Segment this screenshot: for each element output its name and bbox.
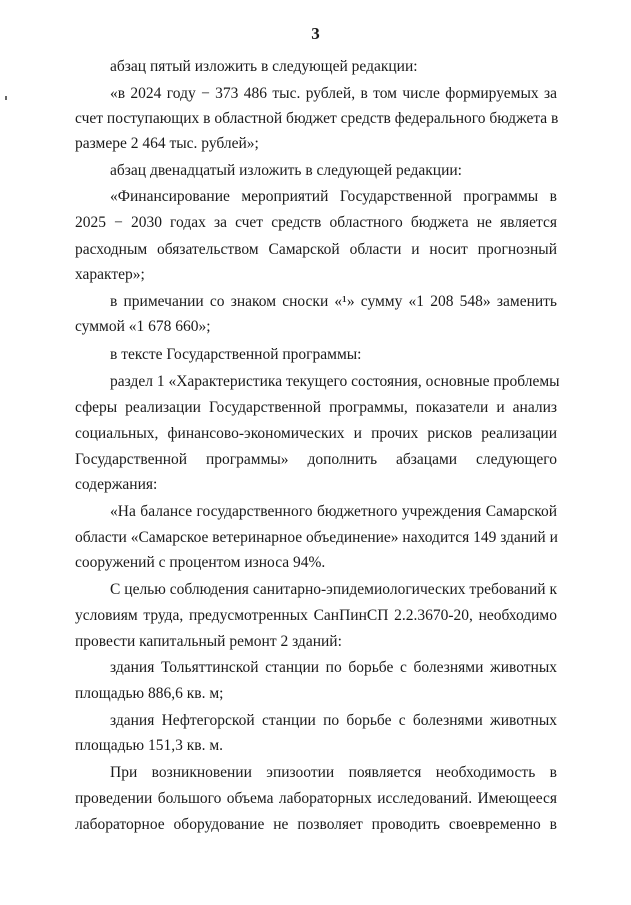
- text-line: счет поступающих в областной бюджет средств федерального бюджета в: [75, 110, 559, 127]
- text-line: площадью 886,6 кв. м;: [75, 685, 224, 702]
- text-line: здания Нефтегорской станции по борьбе с болезнями животных: [110, 712, 557, 729]
- text-line: 2025 − 2030 годах за счет средств областного бюджета не является: [75, 214, 557, 231]
- text-line: расходным обязательством Самарской области и носит прогнозный: [75, 241, 557, 258]
- text-line: условиям труда, предусмотренных СанПинСП 2.2.3670-20, необходимо: [75, 607, 557, 624]
- text-line: сооружений с процентом износа 94%.: [75, 554, 326, 571]
- text-line: содержания:: [75, 476, 158, 493]
- text-line: суммой «1 678 660»;: [75, 318, 211, 335]
- text-line: здания Тольяттинской станции по борьбе с болезнями животных: [110, 659, 557, 676]
- text-line: области «Самарское ветеринарное объединение» находится 149 зданий и: [75, 529, 558, 546]
- text-line: При возникновении эпизоотии появляется необходимость в: [110, 764, 557, 781]
- text-line: раздел 1 «Характеристика текущего состояния, основные проблемы: [110, 373, 560, 390]
- text-line: размере 2 464 тыс. рублей»;: [75, 135, 259, 152]
- text-line: в тексте Государственной программы:: [110, 346, 362, 363]
- text-line: Государственной программы» дополнить абзацами следующего: [75, 451, 557, 468]
- text-line: абзац пятый изложить в следующей редакции:: [110, 58, 418, 75]
- text-line: площадью 151,3 кв. м.: [75, 737, 224, 754]
- text-line: характер»;: [75, 266, 145, 283]
- text-line: проведении большого объема лабораторных исследований. Имеющееся: [75, 790, 557, 807]
- text-line: С целью соблюдения санитарно-эпидемиологических требований к: [110, 581, 557, 598]
- text-line: сферы реализации Государственной программы, показатели и анализ: [75, 399, 557, 416]
- text-line: в примечании со знаком сноски «¹» сумму «1 208 548» заменить: [110, 293, 557, 310]
- text-line: провести капитальный ремонт 2 зданий:: [75, 633, 342, 650]
- text-line: абзац двенадцатый изложить в следующей редакции:: [110, 162, 462, 179]
- text-line: «Финансирование мероприятий Государственной программы в: [110, 188, 557, 205]
- page-number: 3: [311, 24, 320, 43]
- text-line: социальных, финансово-экономических и прочих рисков реализации: [75, 425, 557, 442]
- text-line: лабораторное оборудование не позволяет проводить своевременно в: [75, 816, 557, 833]
- scan-artifact: [5, 96, 7, 100]
- text-line: «На балансе государственного бюджетного учреждения Самарской: [110, 503, 557, 520]
- text-line: «в 2024 году − 373 486 тыс. рублей, в том числе формируемых за: [110, 85, 557, 102]
